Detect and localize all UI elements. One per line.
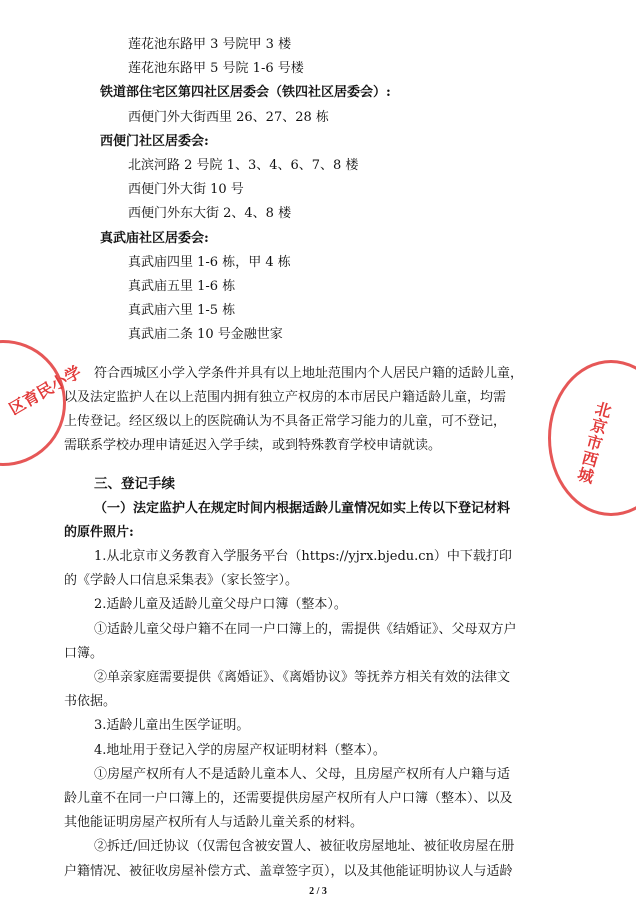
item-line: ②单亲家庭需要提供《离婚证》、《离婚协议》等抚养方相关有效的法律文 [94,670,511,685]
paragraph-line: 需联系学校办理申请延迟入学手续，或到特殊教育学校申请就读。 [64,438,442,454]
address-line: 莲花池东路甲 5 号院 1-6 号楼 [128,61,304,77]
item-line: 1.从北京市义务教育入学服务平台（https://yjrx.bjedu.cn）中下载打印 [94,549,512,564]
address-line: 北滨河路 2 号院 1、3、4、6、7、8 楼 [128,158,359,173]
item-line: ①适龄儿童父母户籍不在同一户口簿上的，需提供《结婚证》、父母双方户 [94,621,517,637]
item-line: 4.地址用于登记入学的房屋产权证明材料（整本）。 [94,742,386,758]
item-line: ②拆迁/回迁协议（仅需包含被安置人、被征收房屋地址、被征收房屋在册 [94,839,515,855]
item-line: 的《学龄人口信息采集表》（家长签字）。 [64,573,299,589]
subsection-title: 的原件照片: [64,524,134,540]
item-line: 口簿。 [64,645,104,661]
item-line: 龄儿童不在同一户口簿上的，还需要提供房屋产权所有人户口簿（整本）、以及 [64,791,513,806]
item-line: ①房屋产权所有人不是适龄儿童本人、父母，且房屋产权所有人户籍与适 [94,766,511,782]
address-line: 西便门外东大街 2、4、8 楼 [128,206,292,222]
address-line: 真武庙四里 1-6 栋，甲 4 栋 [128,254,291,270]
item-line: 其他能证明房屋产权所有人与适龄儿童关系的材料。 [64,815,364,831]
committee-heading: 铁道部住宅区第四社区居委会（铁四社区居委会）: [100,85,391,101]
seal-text-right: 北京市西城 [573,398,614,487]
section-title: 三、登记手续 [94,476,175,493]
address-line: 西便门外大街西里 26、27、28 栋 [128,109,329,125]
item-line: 户籍情况、被征收房屋补偿方式、盖章签字页），以及其他能证明协议人与适龄 [64,863,513,879]
seal-text-left: 区育民小学 [5,362,85,419]
paragraph-line: 上传登记。经区级以上的医院确认为不具备正常学习能力的儿童，可不登记， [64,414,507,429]
address-line: 西便门外大街 10 号 [128,182,244,198]
address-line: 真武庙五里 1-6 栋 [128,279,236,294]
address-line: 真武庙六里 1-5 栋 [128,303,236,319]
item-line: 3.适龄儿童出生医学证明。 [94,718,250,734]
subsection-title: （一）法定监护人在规定时间内根据适龄儿童情况如实上传以下登记材料 [94,500,511,516]
committee-heading: 西便门社区居委会: [100,133,209,149]
item-line: 书依据。 [64,694,117,710]
paragraph-line: 符合西城区小学入学条件并具有以上地址范围内个人居民户籍的适龄儿童， [94,365,524,381]
address-line: 莲花池东路甲 3 号院甲 3 楼 [128,37,292,52]
item-line: 2.适龄儿童及适龄儿童父母户口簿（整本）。 [94,597,347,613]
committee-heading: 真武庙社区居委会: [100,230,209,246]
paragraph-line: 以及法定监护人在以上范围内拥有独立产权房的本市居民户籍适龄儿童，均需 [64,389,507,405]
address-line: 真武庙二条 10 号金融世家 [128,327,283,343]
page-number: 2 / 3 [309,886,327,897]
